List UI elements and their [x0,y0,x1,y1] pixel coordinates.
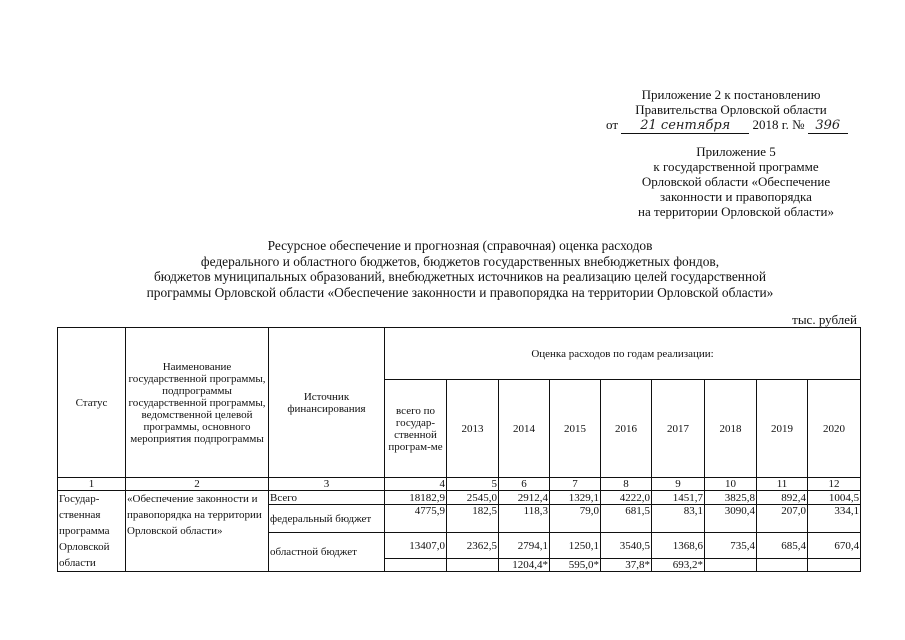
title-line-1: Ресурсное обеспечение и прогнозная (справочная) оценка расходов [267,238,653,253]
handwritten-number: 396 [808,118,848,134]
value-cell: 79,0 [550,505,601,533]
program-line-4: на территории Орловской области» [638,204,834,219]
value-cell: 670,4 [808,533,861,559]
source-cell: федеральный бюджет [269,505,385,533]
year-header: 2020 [808,380,861,478]
value-cell: 693,2* [652,559,705,572]
source-cell: областной бюджет [269,533,385,572]
column-number: 4 [385,478,447,491]
program-appendix [596,144,876,219]
year-header: 2017 [652,380,705,478]
column-number: 1 [58,478,126,491]
column-number: 2 [126,478,269,491]
estimate-header: Оценка расходов по годам реализации: [385,328,861,380]
title-line-4: программы Орловской области «Обеспечение законности и правопорядка на территории Орловской области» [146,284,774,300]
value-cell: 2794,1 [499,533,550,559]
document-title [60,238,860,300]
value-cell: 3825,8 [705,491,757,505]
value-cell: 3090,4 [705,505,757,533]
value-cell: 1329,1 [550,491,601,505]
total-header: всего по государ-ственной програм-ме [385,380,447,478]
column-number: 8 [601,478,652,491]
value-cell: 595,0* [550,559,601,572]
program-line-3: законности и правопорядка [660,189,812,204]
appendix-header [596,87,866,134]
value-cell: 83,1 [652,505,705,533]
value-cell: 2362,5 [447,533,499,559]
year-header: 2019 [757,380,808,478]
year-header: 2014 [499,380,550,478]
column-number: 10 [705,478,757,491]
value-cell: 1250,1 [550,533,601,559]
title-line-3: бюджетов муниципальных образований, внебюджетных источников на реализацию целей государственной [153,269,767,284]
source-header: Источник финансирования [269,328,385,478]
value-cell: 2545,0 [447,491,499,505]
column-number: 7 [550,478,601,491]
value-cell: 1204,4* [499,559,550,572]
value-cell: 1368,6 [652,533,705,559]
status-cell: Государ-ственная программа Орловской области [58,491,126,572]
column-number: 3 [269,478,385,491]
value-cell: 3540,5 [601,533,652,559]
title-line-2: федерального и областного бюджетов, бюджетов государственных внебюджетных фондов, [200,253,720,269]
date-prefix: от [606,117,619,132]
year-header: 2013 [447,380,499,478]
table-row [58,491,861,505]
value-cell [808,559,861,572]
value-cell: 4775,9 [385,505,447,533]
source-cell: Всего [269,491,385,505]
value-cell: 207,0 [757,505,808,533]
status-header: Статус [58,328,126,478]
name-header: Наименование государственной программы, подпрограммы государственной программы, ведомственной целевой программы, основного мероприятия подпрограммы [126,328,269,478]
header-row-1 [58,328,861,380]
value-cell: 1004,5 [808,491,861,505]
value-cell: 892,4 [757,491,808,505]
resolution-date-line [596,117,866,134]
column-number: 9 [652,478,705,491]
value-cell: 2912,4 [499,491,550,505]
column-number: 11 [757,478,808,491]
column-number: 5 [447,478,499,491]
government-line: Правительства Орловской области [635,102,827,117]
value-cell: 685,4 [757,533,808,559]
appendix-line: Приложение 2 к постановлению [641,87,821,102]
date-year: 2018 г. № [752,117,805,132]
value-cell: 4222,0 [601,491,652,505]
value-cell: 681,5 [601,505,652,533]
program-line-1: к государственной программе [653,159,819,174]
year-header: 2016 [601,380,652,478]
units-label: тыс. рублей [792,312,857,327]
value-cell [705,559,757,572]
column-number-row [58,478,861,491]
resource-table [57,327,861,572]
year-header: 2018 [705,380,757,478]
column-number: 6 [499,478,550,491]
year-header: 2015 [550,380,601,478]
program-line-2: Орловской области «Обеспечение [641,174,831,189]
value-cell: 18182,9 [385,491,447,505]
value-cell: 1451,7 [652,491,705,505]
program-name-cell: «Обеспечение законности и правопорядка на территории Орловской области» [126,491,269,572]
column-number: 12 [808,478,861,491]
appendix5-line: Приложение 5 [696,144,776,159]
value-cell: 13407,0 [385,533,447,559]
value-cell: 37,8* [601,559,652,572]
value-cell: 182,5 [447,505,499,533]
handwritten-date: 21 сентября [621,118,749,134]
value-cell [385,559,447,572]
value-cell [447,559,499,572]
value-cell: 118,3 [499,505,550,533]
value-cell: 735,4 [705,533,757,559]
value-cell: 334,1 [808,505,861,533]
value-cell [757,559,808,572]
